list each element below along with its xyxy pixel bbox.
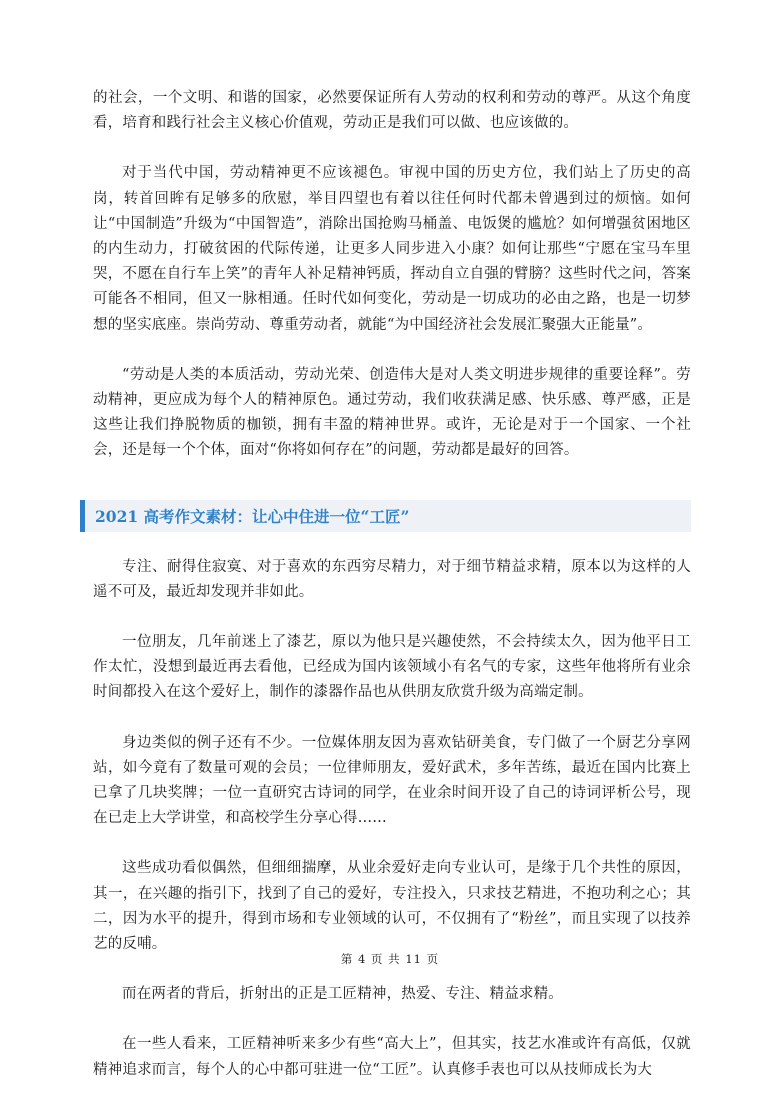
paragraph: 这些成功看似偶然，但细细揣摩，从业余爱好走向专业认可，是缘于几个共性的原因，其一，在兴趣的指引下，找到了自己的爱好，专注投入，只求技艺精进，不抱功利之心；其二，因为水平的提升，得到市场和专业领域的认可，不仅拥有了“粉丝”，而且实现了以技养艺的反哺。 [93, 860, 691, 953]
paragraph: 的社会，一个文明、和谐的国家，必然要保证所有人劳动的权利和劳动的尊严。从这个角度看，培育和践行社会主义核心价值观，劳动正是我们可以做、也应该做的。 [93, 90, 691, 132]
paragraph: 身边类似的例子还有不少。一位媒体朋友因为喜欢钻研美食，专门做了一个厨艺分享网站，如今竟有了数量可观的会员；一位律师朋友，爱好武术，多年苦练，最近在国内比赛上已拿了几块奖牌；一位一直研究古诗词的同学，在业余时间开设了自己的诗词评析公号，现在已走上大学讲堂，和高校学生分享心得…… [93, 734, 691, 827]
paragraph: 而在两者的背后，折射出的正是工匠精神，热爱、专注、精益求精。 [122, 986, 563, 1003]
section-heading-text: 2021 高考作文素材：让心中住进一位“工匠” [95, 506, 410, 526]
page-footer: 第 4 页 共 11 页 [340, 952, 440, 966]
paragraph: 对于当代中国，劳动精神更不应该褪色。审视中国的历史方位，我们站上了历史的高岗，转首回眸有足够多的欣慰，举目四望也有着以往任何时代都未曾遇到过的烦恼。如何让“中国制造”升级为“中国智造”，消除出国抢购马桶盖、电饭煲的尴尬？如何增强贫困地区的内生动力，打破贫困的代际传递，让更多人同步进入小康？如何让那些“宁愿在宝马车里哭，不愿在自行车上笑”的青年人补足精神钙质，挥动自立自强的臂膀？这些时代之问，答案可能各不相同，但又一脉相通。任时代如何变化，劳动是一切成功的必由之路，也是一切梦想的坚实底座。崇尚劳动、尊重劳动者，就能“为中国经济社会发展汇聚强大正能量”。 [93, 165, 691, 333]
paragraph: “劳动是人类的本质活动，劳动光荣、创造伟大是对人类文明进步规律的重要诠释”。劳动精神，更应成为每个人的精神原色。通过劳动，我们收获满足感、快乐感、尊严感，正是这些让我们挣脱物质的枷锁，拥有丰盈的精神世界。或许，无论是对于一个国家、一个社会，还是每一个个体，面对“你将如何存在”的问题，劳动都是最好的回答。 [93, 366, 691, 459]
paragraph: 专注、耐得住寂寞、对于喜欢的东西穷尽精力，对于细节精益求精，原本以为这样的人遥不可及，最近却发现并非如此。 [93, 558, 691, 600]
paragraph: 一位朋友，几年前迷上了漆艺，原以为他只是兴趣使然，不会持续太久，因为他平日工作太忙，没想到最近再去看他，已经成为国内该领域小有名气的专家，这些年他将所有业余时间都投入在这个爱好上，制作的漆器作品也从供朋友欣赏升级为高端定制。 [93, 634, 691, 701]
section-heading [80, 500, 691, 532]
paragraph: 在一些人看来，工匠精神听来多少有些“高大上”，但其实，技艺水准或许有高低，仅就精神追求而言，每个人的心中都可驻进一位“工匠”。认真修手表也可以从技师成长为大 [93, 1036, 691, 1078]
